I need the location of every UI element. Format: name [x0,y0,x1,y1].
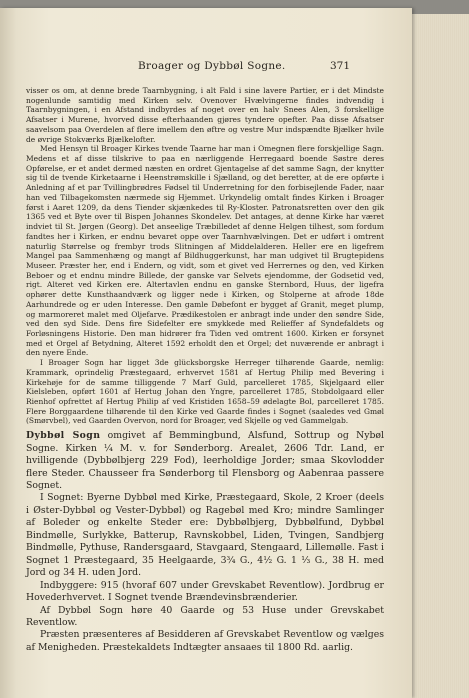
body-text [26,86,384,654]
page-edge-stack [408,14,469,698]
paragraph: I Broager Sogn har ligget 3de glücksborgske Herreger tilhørende Gaarde, nemlig: Krammark, oprindelig Præstegaard, erhvervet 1581 af Hertug Philip med Bevering i Kirkehøje for de samme tilliggende 7 Marf Guld, parcelleret 1785, Skjelgaard eller Kielsleben, opført 1601 af Hertug Johan den Yngre, parcelleret 1785, Stobdolgaard eller Rienhof opfrettet af Hertug Philip af ved Kristiden 1658–59 ødelagte Bol, parcelleret 1785. Flere Borggaardene tilhørende til den Kirke ved Gaarde findes i Sognet (saaledes ved Gmøl (Smørvbel), ved Gaarden Overvon, nord for Broager, ved Skjelle og ved Gammelgab. [26,358,384,426]
page-number: 371 [330,60,351,72]
running-title: Broager og Dybbøl Sogne. [138,60,286,72]
broager-section [26,86,384,426]
page-header [0,60,412,76]
dybbol-section [26,430,384,654]
paragraph-text: omgivet af Bemmingbund, Alsfund, Sottrup og Nybøl Sogne. Kirken ¼ M. v. for Sønderborg. Arealet, 2606 Tdr. Land, er hvilligende (Dybbølbjerg 229 Fod), leerholdige Jorder; smaa Skovlodder flere Steder. Chausseer fra Sønderborg til Flensborg og Aabenraa passere Sognet. [26,430,384,491]
section-heading: Dybbøl Sogn [26,430,101,442]
paragraph: I Sognet: Byerne Dybbøl med Kirke, Præstegaard, Skole, 2 Kroer (deels i Øster-Dybbøl og Vester-Dybbøl) og Ragebøl med Kro; mindre Samlinger af Boleder og enkelte Steder ere: Dybbølbjerg, Dybbølfund, Dybbøl Bindmølle, Surlykke, Batterup, Ravnskobbel, Liden, Tvingen, Sandbjerg Bindmølle, Pythuse, Randersgaard, Stavgaard, Stengaard, Lillemølle. Fast i Sognet 1 Præstegaard, 35 Heelgaarde, 3¾ G., 4½ G. 1 ⅓ G., 38 H. med Jord og 34 H. uden Jord. [26,492,384,579]
dybbol-intro-paragraph [26,430,384,492]
paragraph: visser os om, at denne brede Taarnbygning, i alt Fald i sine lavere Partier, er i det Mindste nogenlunde samtidig med Kirken selv. Ovenover Hvælvingerne findes indvendig i Taarnbygningen, i en Afstand indbyrdes af noget over en halv Snees Alen, 3 forskellige Afsatser i Murene, hvorved disse efterhaanden gjøres tyndere opefter. Paa disse Afsatser saavelsom paa Overdelen af flere imellem den øftre og vestre Mur indspændte Bjælker hvile de øvrige Stokværks Bjælkelofter. [26,86,384,144]
book-page [0,8,412,698]
paragraph: Præsten præsenteres af Besidderen af Grevskabet Reventlow og vælges af Menigheden. Præstekaldets Indtægter ansaaes til 1800 Rd. aarlig. [26,629,384,653]
paragraph: Indbyggere: 915 (hvoraf 607 under Grevskabet Reventlow). Jordbrug er Hovederhvervet. I Sognet tvende Brændevinsbrænderier. [26,579,384,604]
paragraph: Af Dybbøl Sogn høre 40 Gaarde og 53 Huse under Grevskabet Reventlow. [26,604,384,628]
paragraph: Med Hensyn til Broager Kirkes tvende Taarne har man i Omegnen flere forskjellige Sagn. Medens et af disse tilskrive to paa en nærliggende Herregaard boende Søstre deres Opførelse, er et andet dermed næsten en ordret Gjentagelse af det samme Sagn, der knytter sig til de tvende Kirketaarne i Heenstrømskille i Sjælland, og det beretter, at de ere opførte i Anledning af et par Tvillingbrødres Fødsel til Underretning for den forbisejlende Fader, naar han ved Tilbagekomsten nærmede sig Hjemmet. Urkyndelig omtalt findes Kirken i Broager først i Aaret 1209, da dens Tiender skjænkedes til Ry-Kloster. Patronatsretten over den gik 1365 ved et Byte over til Bispen Johannes Skondelev. Det antages, at denne Kirke har været indviet til St. Jørgen (Georg). Det anseelige Træbilledet af denne Helgen tilhest, som fordum fandtes her i Kirken, er endnu bevaret oppe over Taarnhvælvingen. Det er udført i omtrent naturlig Størrelse og frembyr trods Slitningen af Middelalderen. Heller ere en ligefrem Mangel paa Sammenhæng og mangt af Bildhuggerkunst, har man udgivet til Brugtepidens Museer. Præster her, end i Endern, og vidt, som et givet ved Herrernes og den, ved Kirken Beboer og et endnu mindre Billede, der ganske var Selvets ejendomme, der Godsetid ved, rigt. Alteret ved Kirken ere. Altertavlen endnu en ganske Sternbord, Huus, der ligefra ophører dette Kunsthaandværk og ligger nede i Kirken, og Stolperne at afrode 18de Aarhundrede og er uden Interesse. Den gamle Døbefont er bygget af Granit, meget plump, og marmoreret malet med Oljefarve. Prædikestolen er anbragt inde under den søndre Side, ved den syd Side. Dens fire Sidefelter ere smykkede med Relieffer af Syndefaldets og Forløsningens Historie. Den man hidrører fra Tiden ved omtrent 1600. Kirken er forsynet med et Orgel af Betydning, Alteret 1592 erholdt den et Orgel; det nuværende er anbragt i den nyere Ende. [26,144,384,358]
